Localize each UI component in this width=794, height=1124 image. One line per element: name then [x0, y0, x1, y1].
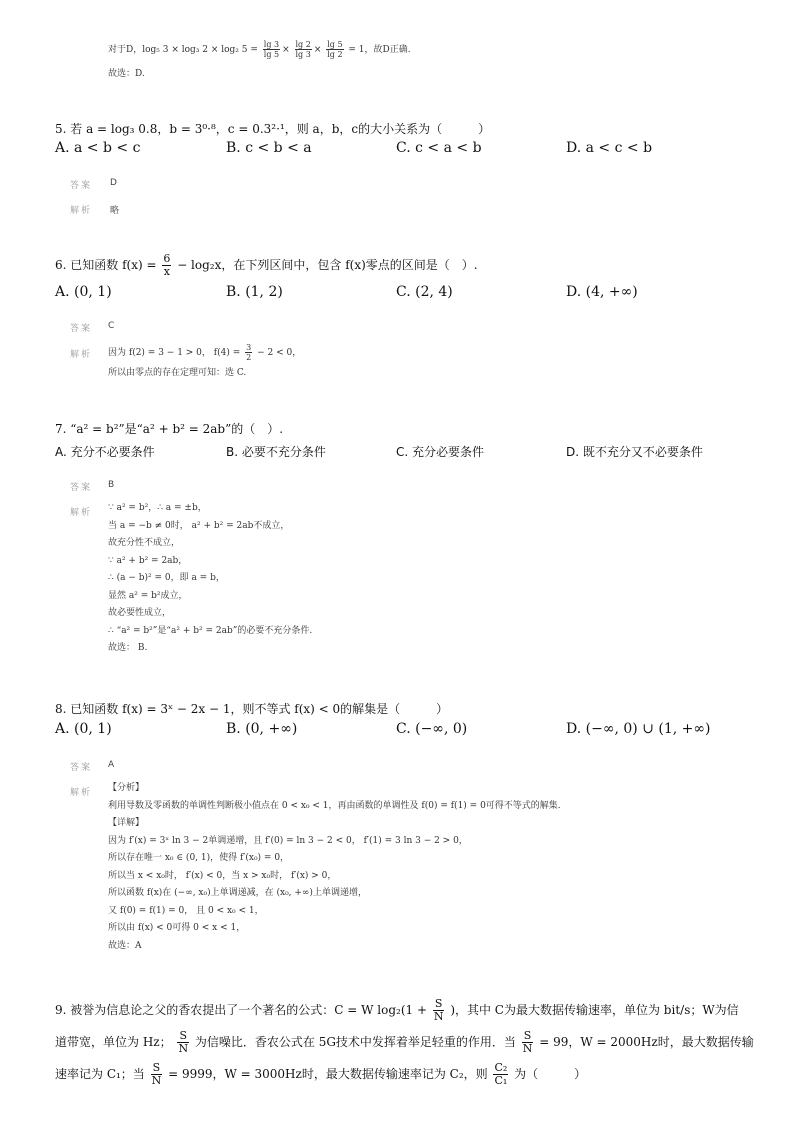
- analysis-line: 因为 f′(x) = 3ˣ ln 3 − 2单调递增，且 f′(0) = ln 3 − 2 < 0， f′(1) = 3 ln 3 − 2 > 0，: [108, 835, 468, 846]
- q6-analysis-line-1: [108, 343, 301, 363]
- analysis-line: 显然 a² = b²成立，: [108, 590, 188, 601]
- q8-option-c[interactable]: C. (−∞, 0): [396, 721, 468, 737]
- q5-option-a[interactable]: A. a < b < c: [55, 140, 141, 156]
- denominator: x: [163, 265, 170, 278]
- denominator: N: [178, 1042, 189, 1055]
- analysis-line: 故充分性不成立，: [108, 538, 181, 548]
- question-5-stem: 5. 若 a = log₃ 0.8，b = 3⁰·⁸，c = 0.3²·¹，则 a，b，c的大小关系为（ ）: [55, 122, 491, 136]
- prev-solution-line-1: 对于D，log₅ 3 × log₃ 2 × log₂ 5 = $\frac{\lg 3}{\lg 5}$ × $\frac{\lg 2}{\lg 3}$ × $\frac{\lg 5}{\lg 2}$ = 1，故D正确.: [108, 40, 411, 59]
- fraction: [522, 1030, 534, 1055]
- fraction: [177, 1030, 189, 1055]
- text: 为（ ）: [514, 1067, 587, 1081]
- text: 为信噪比．香农公式在 5G技术中发挥着举足轻重的作用．当: [194, 1035, 516, 1049]
- q7-answer: B: [108, 480, 115, 490]
- analysis-line: ∵ a² = b²，∴ a = ±b，: [108, 503, 207, 513]
- analysis-line: 故必要性成立，: [108, 608, 172, 618]
- analysis-line: ∴ “a² = b²”是“a² + b² = 2ab”的必要不充分条件.: [108, 625, 313, 636]
- numerator: S: [522, 1030, 534, 1043]
- q8-option-a[interactable]: A. (0, 1): [55, 721, 112, 737]
- q6-analysis-line-2: 所以由零点的存在定理可知：选 C.: [108, 368, 247, 378]
- text: 9. 被誉为信息论之父的香农提出了一个著名的公式：C = W log₂(1 +: [55, 1003, 428, 1017]
- fraction: [263, 40, 280, 59]
- text: 道带宽，单位为 Hz；: [55, 1035, 172, 1049]
- q6-option-d[interactable]: D. (4, +∞): [566, 284, 638, 300]
- denominator: C₁: [494, 1074, 508, 1087]
- question-9-line-3: [55, 1062, 586, 1087]
- q5-answer-label: 答案: [70, 181, 93, 191]
- q7-option-b[interactable]: B. 必要不充分条件: [226, 445, 326, 459]
- question-9-line-1: [55, 998, 739, 1023]
- analysis-line: 【分析】: [108, 783, 145, 793]
- fraction: [245, 343, 252, 362]
- numerator: S: [177, 1030, 189, 1043]
- denominator: N: [522, 1042, 533, 1055]
- denominator: lg 2: [327, 50, 343, 59]
- numerator: 3: [246, 343, 252, 352]
- text: − 2 < 0，: [257, 348, 302, 358]
- analysis-line: 故选： B.: [108, 643, 148, 653]
- denominator: lg 3: [295, 50, 311, 59]
- numerator: lg 2: [295, 40, 311, 49]
- fraction: [295, 40, 312, 59]
- denominator: lg 5: [263, 50, 280, 59]
- q8-analysis-lines: [108, 780, 561, 955]
- text: )，其中 C为最大数据传输速率，单位为 bit/s；W为信: [450, 1003, 739, 1017]
- analysis-line: 又 f(0) = f(1) = 0， 且 0 < x₀ < 1，: [108, 905, 264, 916]
- q7-option-d[interactable]: D. 既不充分又不必要条件: [566, 445, 703, 459]
- analysis-line: 所以函数 f(x)在 (−∞, x₀)上单调递减，在 (x₀, +∞)上单调递增，: [108, 888, 367, 898]
- text: 因为 f(2) = 3 − 1 > 0， f(4) =: [108, 348, 241, 358]
- text: = 9999，W = 3000Hz时，最大数据传输速率记为 C₂，则: [168, 1067, 488, 1081]
- q7-analysis-label: 解析: [70, 508, 93, 518]
- q8-answer-label: 答案: [70, 763, 93, 773]
- analysis-line: 所以由 f(x) < 0可得 0 < x < 1，: [108, 923, 246, 933]
- q5-option-b[interactable]: B. c < b < a: [226, 140, 312, 156]
- q8-answer: A: [108, 760, 115, 770]
- text: = 99，W = 2000Hz时，最大数据传输: [539, 1035, 754, 1049]
- q5-option-c[interactable]: C. c < a < b: [396, 140, 482, 156]
- prev-solution-line-2: 故选：D.: [108, 69, 145, 79]
- text: = 1，故D正确.: [348, 45, 411, 55]
- denominator: N: [433, 1010, 444, 1023]
- question-8-stem: 8. 已知函数 f(x) = 3ˣ − 2x − 1，则不等式 f(x) < 0的解集是（ ）: [55, 702, 449, 716]
- q5-analysis: 略: [110, 206, 120, 216]
- q7-analysis-lines: [108, 500, 312, 658]
- analysis-line: 利用导数及零函数的单调性判断极小值点在 0 < x₀ < 1，再由函数的单调性及 f(0) = f(1) = 0可得不等式的解集.: [108, 800, 561, 811]
- numerator: C₂: [494, 1061, 508, 1074]
- analysis-line: ∴ (a − b)² = 0，即 a = b，: [108, 573, 225, 583]
- question-7-stem: 7. “a² = b²”是“a² + b² = 2ab”的（ ）.: [55, 422, 284, 436]
- numerator: 6: [163, 252, 171, 265]
- numerator: S: [151, 1062, 163, 1075]
- numerator: S: [433, 998, 445, 1011]
- analysis-line: 故选：A: [108, 940, 142, 951]
- numerator: lg 3: [263, 40, 280, 49]
- q6-option-a[interactable]: A. (0, 1): [55, 284, 112, 300]
- q5-answer: D: [110, 178, 117, 188]
- text: 速率记为 C₁；当: [55, 1067, 145, 1081]
- numerator: lg 5: [327, 40, 343, 49]
- q8-option-b[interactable]: B. (0, +∞): [226, 721, 298, 737]
- question-9-line-2: [55, 1030, 754, 1055]
- fraction: [433, 998, 445, 1023]
- q6-option-b[interactable]: B. (1, 2): [226, 284, 283, 300]
- q5-option-d[interactable]: D. a < c < b: [566, 140, 653, 156]
- q8-option-d[interactable]: D. (−∞, 0) ∪ (1, +∞): [566, 721, 711, 737]
- q8-analysis-label: 解析: [70, 788, 93, 798]
- analysis-line: 所以存在唯一 x₀ ∈ (0, 1)，使得 f′(x₀) = 0，: [108, 853, 290, 863]
- text: − log₂x，在下列区间中，包含 f(x)零点的区间是（ ）.: [177, 258, 478, 272]
- q6-answer: C: [108, 321, 115, 331]
- text: 6. 已知函数 f(x) =: [55, 258, 157, 272]
- fraction: [326, 40, 343, 59]
- q7-answer-label: 答案: [70, 483, 93, 493]
- analysis-line: 当 a = −b ≠ 0时， a² + b² = 2ab不成立，: [108, 520, 290, 531]
- q6-analysis-label: 解析: [70, 350, 93, 360]
- fraction: [151, 1062, 163, 1087]
- fraction: [162, 253, 171, 278]
- q5-analysis-label: 解析: [70, 206, 93, 216]
- q6-option-c[interactable]: C. (2, 4): [396, 284, 453, 300]
- fraction: [493, 1062, 508, 1087]
- q7-option-a[interactable]: A. 充分不必要条件: [55, 445, 155, 459]
- q6-answer-label: 答案: [70, 324, 93, 334]
- question-6-stem: [55, 253, 478, 278]
- analysis-line: 【详解】: [108, 818, 145, 828]
- analysis-line: 所以当 x < x₀时， f′(x) < 0，当 x > x₀时， f′(x) > 0，: [108, 870, 337, 881]
- analysis-line: ∵ a² + b² = 2ab，: [108, 555, 188, 566]
- denominator: N: [151, 1074, 162, 1087]
- q7-option-c[interactable]: C. 充分必要条件: [396, 445, 485, 459]
- text: 对于D，log₅ 3 × log₃ 2 × log₂ 5 =: [108, 45, 258, 55]
- denominator: 2: [246, 353, 252, 362]
